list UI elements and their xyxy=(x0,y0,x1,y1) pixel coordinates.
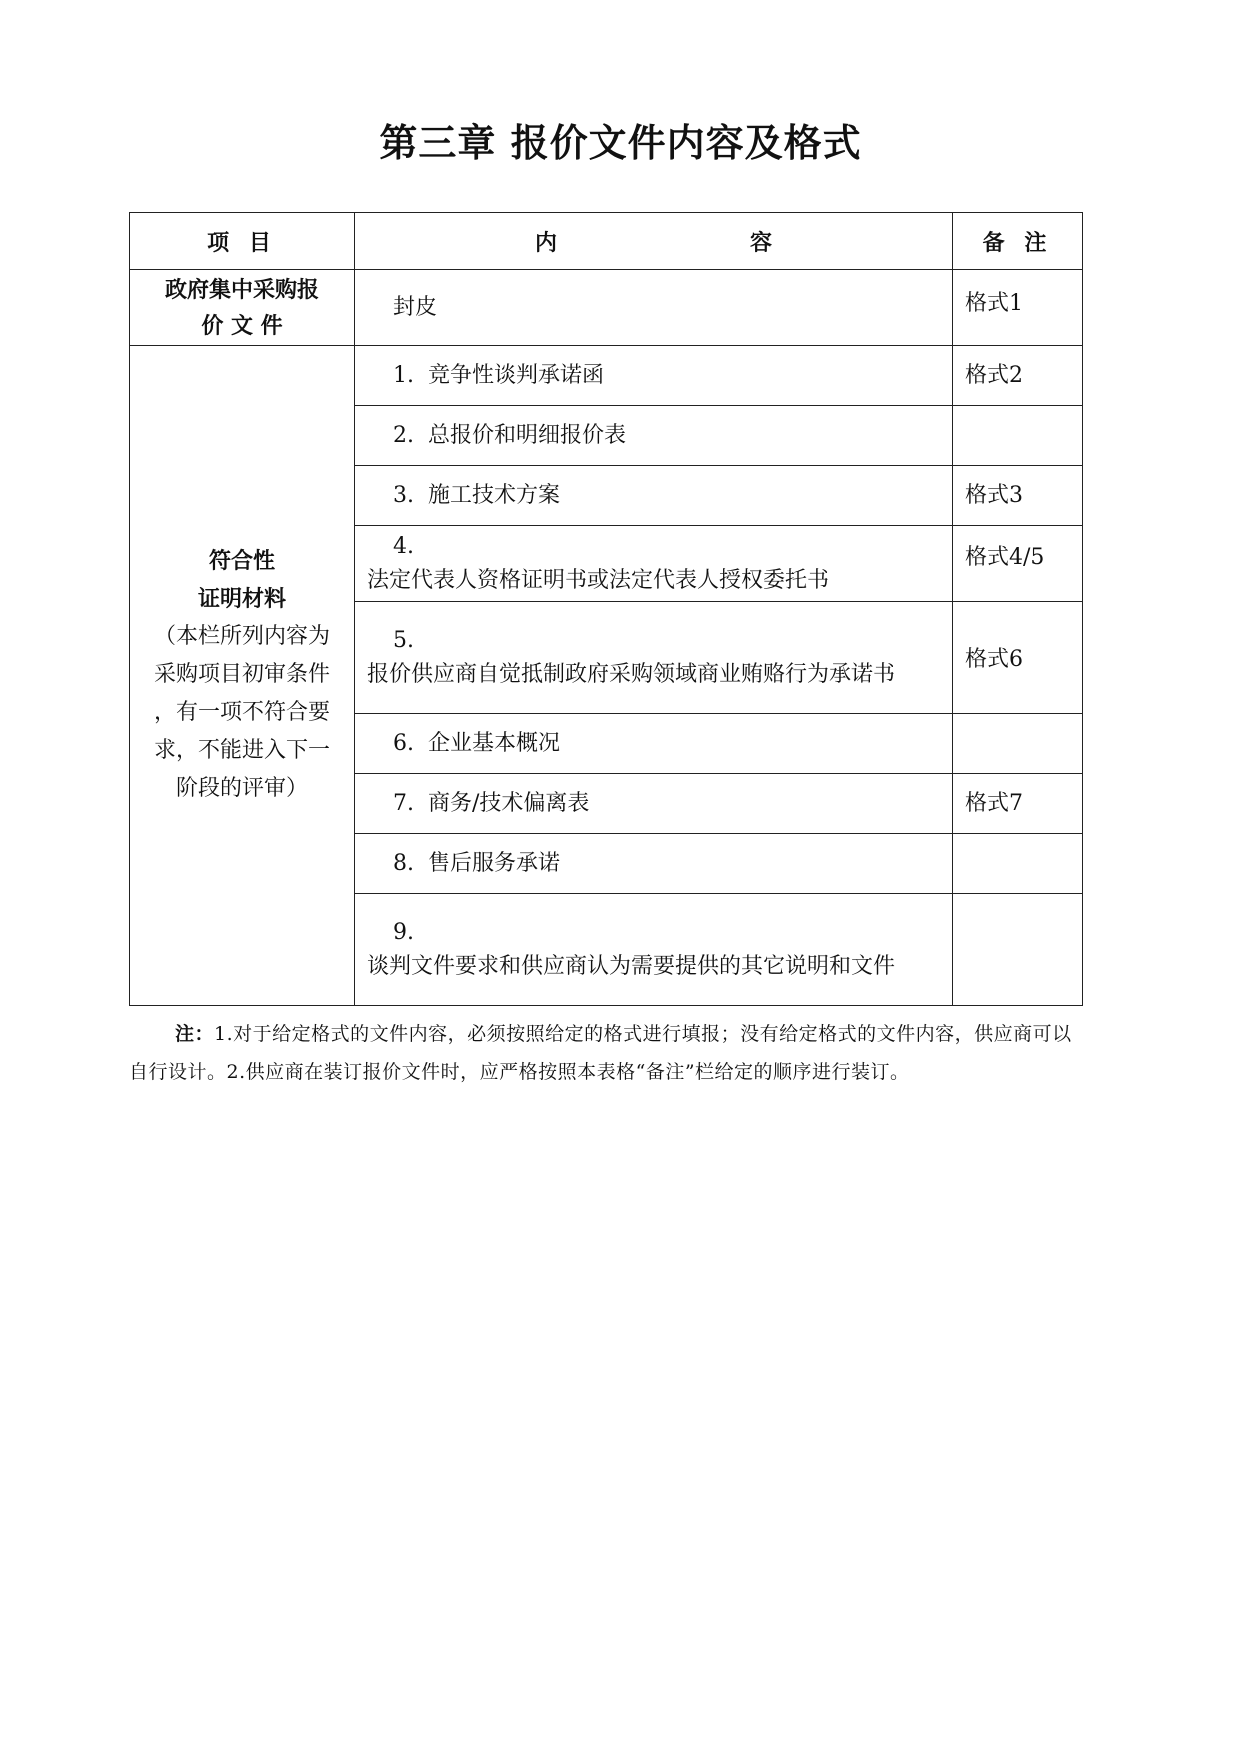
note-cell xyxy=(953,774,1083,834)
item-number: 1. xyxy=(393,362,414,388)
content-cell xyxy=(355,602,953,714)
header-content xyxy=(355,213,953,270)
group-remark-line: 阶段的评审） xyxy=(175,776,308,801)
group-remark-line: 采购项目初审条件 xyxy=(153,662,330,687)
group-remark-line: 求，不能进入下一 xyxy=(153,738,330,763)
note-cell xyxy=(953,602,1083,714)
item-number: 3. xyxy=(393,482,414,508)
item-number: 7. xyxy=(393,790,414,816)
item-number: 2. xyxy=(393,422,414,448)
item-number: 9. xyxy=(393,919,414,945)
item-number: 4. xyxy=(393,533,414,559)
note-text: 格式2 xyxy=(965,363,1023,388)
item-text: 售后服务承诺 xyxy=(428,850,561,876)
group-label-line: 证明材料 xyxy=(197,586,286,612)
note-cell xyxy=(953,526,1083,602)
content-cell xyxy=(355,466,953,526)
note-text: 格式6 xyxy=(965,647,1023,672)
content-cell xyxy=(355,346,953,406)
note-cell xyxy=(953,466,1083,526)
group-label-line: 价 文 件 xyxy=(201,312,283,339)
table-header-row xyxy=(130,213,1083,270)
footnote xyxy=(129,1015,1082,1091)
item-text: 商务/技术偏离表 xyxy=(428,790,590,816)
header-content-left: 内 xyxy=(535,229,558,256)
footnote-text: 1.对于给定格式的文件内容，必须按照给定的格式进行填报；没有给定格式的文件内容，供应商可以自行设计。2.供应商在装订报价文件时，应严格按照本表格“备注”栏给定的顺序进行装订。 xyxy=(129,1023,1072,1083)
note-text: 格式3 xyxy=(965,483,1023,508)
content-cell xyxy=(355,774,953,834)
note-cell xyxy=(953,834,1083,894)
page-title: 第三章 报价文件内容及格式 xyxy=(379,120,862,165)
note-text xyxy=(965,406,1082,418)
item-number: 5. xyxy=(393,627,414,653)
content-cell xyxy=(355,406,953,466)
content-text: 封皮 xyxy=(393,294,438,320)
note-text xyxy=(965,714,1082,726)
content-cell xyxy=(355,894,953,1006)
note-cell xyxy=(953,270,1083,346)
note-cell xyxy=(953,894,1083,1006)
item-text: 报价供应商自觉抵制政府采购领域商业贿赂行为承诺书 xyxy=(367,661,896,687)
item-number: 8. xyxy=(393,850,414,876)
item-text: 竞争性谈判承诺函 xyxy=(428,362,605,388)
note-cell xyxy=(953,406,1083,466)
note-cell xyxy=(953,714,1083,774)
note-text xyxy=(965,894,1082,910)
item-text: 企业基本概况 xyxy=(428,730,561,756)
footnote-label: 注： xyxy=(175,1023,215,1045)
content-cell xyxy=(355,714,953,774)
document-format-table xyxy=(129,212,1083,1006)
content-cell xyxy=(355,834,953,894)
group-label-procurement xyxy=(130,270,355,346)
item-text: 施工技术方案 xyxy=(428,482,561,508)
header-content-right: 容 xyxy=(749,229,772,256)
note-cell xyxy=(953,346,1083,406)
item-text: 总报价和明细报价表 xyxy=(428,422,627,448)
group-label-compliance xyxy=(130,346,355,1006)
table-row xyxy=(130,346,1083,406)
header-note: 备 注 xyxy=(953,213,1083,270)
group-remark-line: ，有一项不符合要 xyxy=(153,700,330,725)
header-item: 项 目 xyxy=(130,213,355,270)
group-label-line: 政府集中采购报 xyxy=(164,276,319,303)
content-cell xyxy=(355,270,953,346)
note-text: 格式1 xyxy=(965,291,1023,316)
item-text: 谈判文件要求和供应商认为需要提供的其它说明和文件 xyxy=(367,953,896,979)
note-text: 格式4/5 xyxy=(965,545,1045,570)
note-text xyxy=(965,834,1082,846)
note-text: 格式7 xyxy=(965,791,1023,816)
table-row xyxy=(130,270,1083,346)
group-label-line: 符合性 xyxy=(208,548,275,574)
group-remark-line: （本栏所列内容为 xyxy=(153,624,330,649)
item-number: 6. xyxy=(393,730,414,756)
content-cell xyxy=(355,526,953,602)
item-text: 法定代表人资格证明书或法定代表人授权委托书 xyxy=(367,567,830,593)
